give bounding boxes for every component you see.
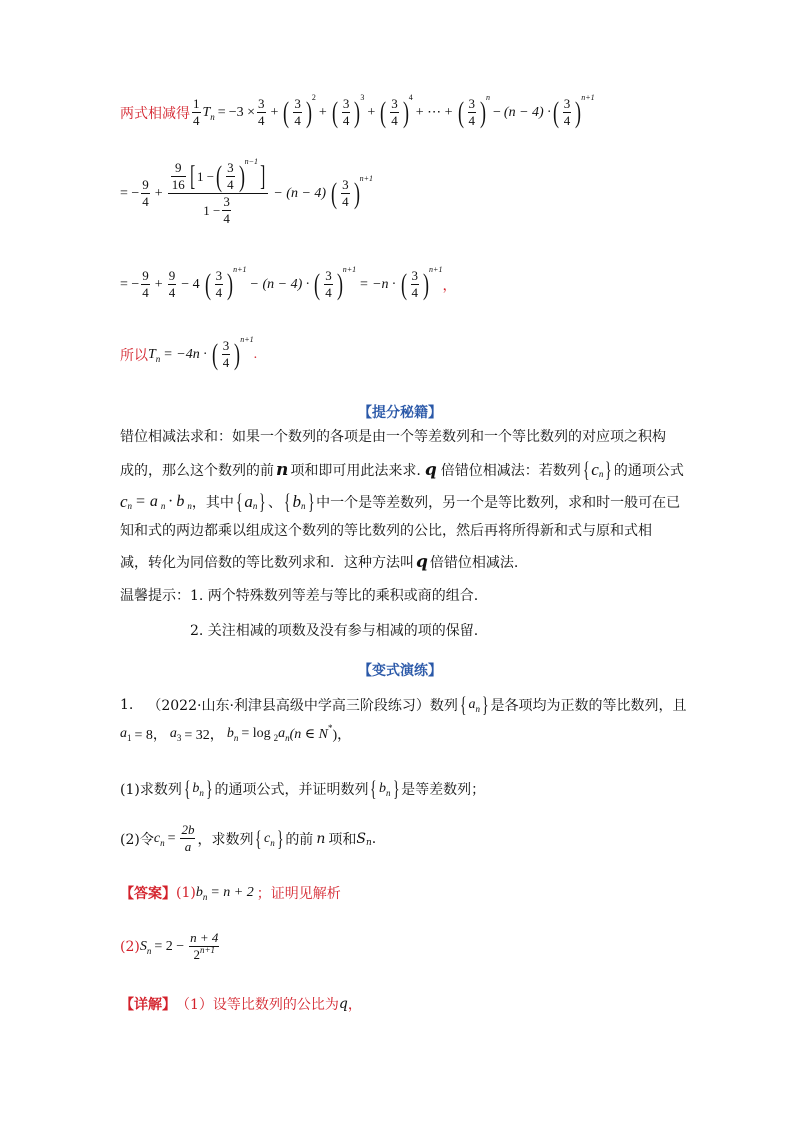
- detail-row: 【详解】 （1）设等比数列的公比为 q ，: [120, 996, 362, 1013]
- equation-line-1: [120, 93, 595, 129]
- tips-row-1-text: 错位相减法求和：如果一个数列的各项是由一个等差数列和一个等比数列的对应项之积构: [120, 429, 666, 445]
- tips-row-2: 成的，那么这个数列的前 n 项和即可用此法来求. q 倍错位相减法：若数列 { c n } 的通项公式: [120, 457, 684, 482]
- question-part-1: (1)求数列 { b n } 的通项公式，并证明数列 { b n } 是等差数列；: [120, 776, 486, 801]
- equation-3: = − $\frac{9}{4}$ + $\frac{9}{4}$ − 4 ( $\frac{3}{4}$ ) n+1 − (n − 4) · ( $\frac{3}{4}$ ) n+1 = −n · ( $\frac{3}{4}$ ) n+1 ，: [120, 265, 457, 301]
- equation-line-4: [120, 335, 258, 371]
- section-title-tips: 【提分秘籍】: [358, 405, 442, 421]
- detail-label: 【详解】: [120, 997, 176, 1013]
- question-row-1: 1. （2022·山东·利津县高级中学高三阶段练习）数列 { a n } 是各项均为正数的等比数列，且: [120, 692, 687, 717]
- question-row-2: a 1 = 8， a 3 = 32， b n = log 2 a n (n ∈ N * )，: [120, 723, 352, 743]
- equation-4: T n = −4n · ( $\frac{3}{4}$ ) n+1 .: [148, 335, 258, 371]
- answer-label: 【答案】: [120, 886, 176, 902]
- tip-line-2: 2. 关注相减的项数及没有参与相减的项的保留.: [190, 623, 479, 639]
- subtract-prefix: 两式相减得: [120, 105, 190, 122]
- question-number: 1.: [120, 697, 134, 713]
- tips-row-5: 减，转化为同倍数的等比数列求和．这种方法叫 q 倍错位相减法.: [120, 552, 519, 572]
- section-title-practice: 【变式演练】: [358, 663, 442, 679]
- equation-1: $\frac{1}{4}$ T n = −3 × $\frac{3}{4}$ + ( $\frac{3}{4}$ ) 2 + ( $\frac{3}{4}$ ) 3 + ( $\frac{3}{4}$ ) 4 + ⋯ + ( $\frac{3}{4}$ ) n − (n − 4) · ( $\frac{3}{4}$ ) n+1: [193, 93, 595, 129]
- equation-line-2: [120, 156, 373, 227]
- answer-row-2: (2) S n = 2 − $\frac{n + 4}{2^{n+1}}$: [120, 930, 219, 962]
- equation-line-3: [120, 265, 457, 301]
- tips-row-3: c n = a n · b n ，其中 { a n } 、 { b n } 中一个是等差数列，另一个是等比数列，求和时一般可在已: [120, 489, 681, 514]
- tips-row-4: 知和式的两边都乘以组成这个数列的等比数列的公比，然后再将所得新和式与原和式相: [120, 523, 652, 539]
- therefore-prefix: 所以: [120, 347, 148, 364]
- answer-row-1: 【答案】 (1) b n = n + 2 ；证明见解析: [120, 885, 341, 902]
- tip-line-1: 温馨提示：1. 两个特殊数列等差与等比的乘积或商的组合.: [120, 588, 479, 604]
- equation-2: = − $\frac{9}{4}$ + $\frac{9}{16}$ [ 1 − ( $\frac{3}{4}$ ) n−1 ] 1 − $\frac{3}{4}$ − (n − 4) ( $\frac{3}{4}$ ) n+1: [120, 156, 373, 226]
- question-part-2: (2)令 c n = $\frac{2b}{a}$ ，求数列 { c n } 的前 n 项和 S n .: [120, 822, 377, 854]
